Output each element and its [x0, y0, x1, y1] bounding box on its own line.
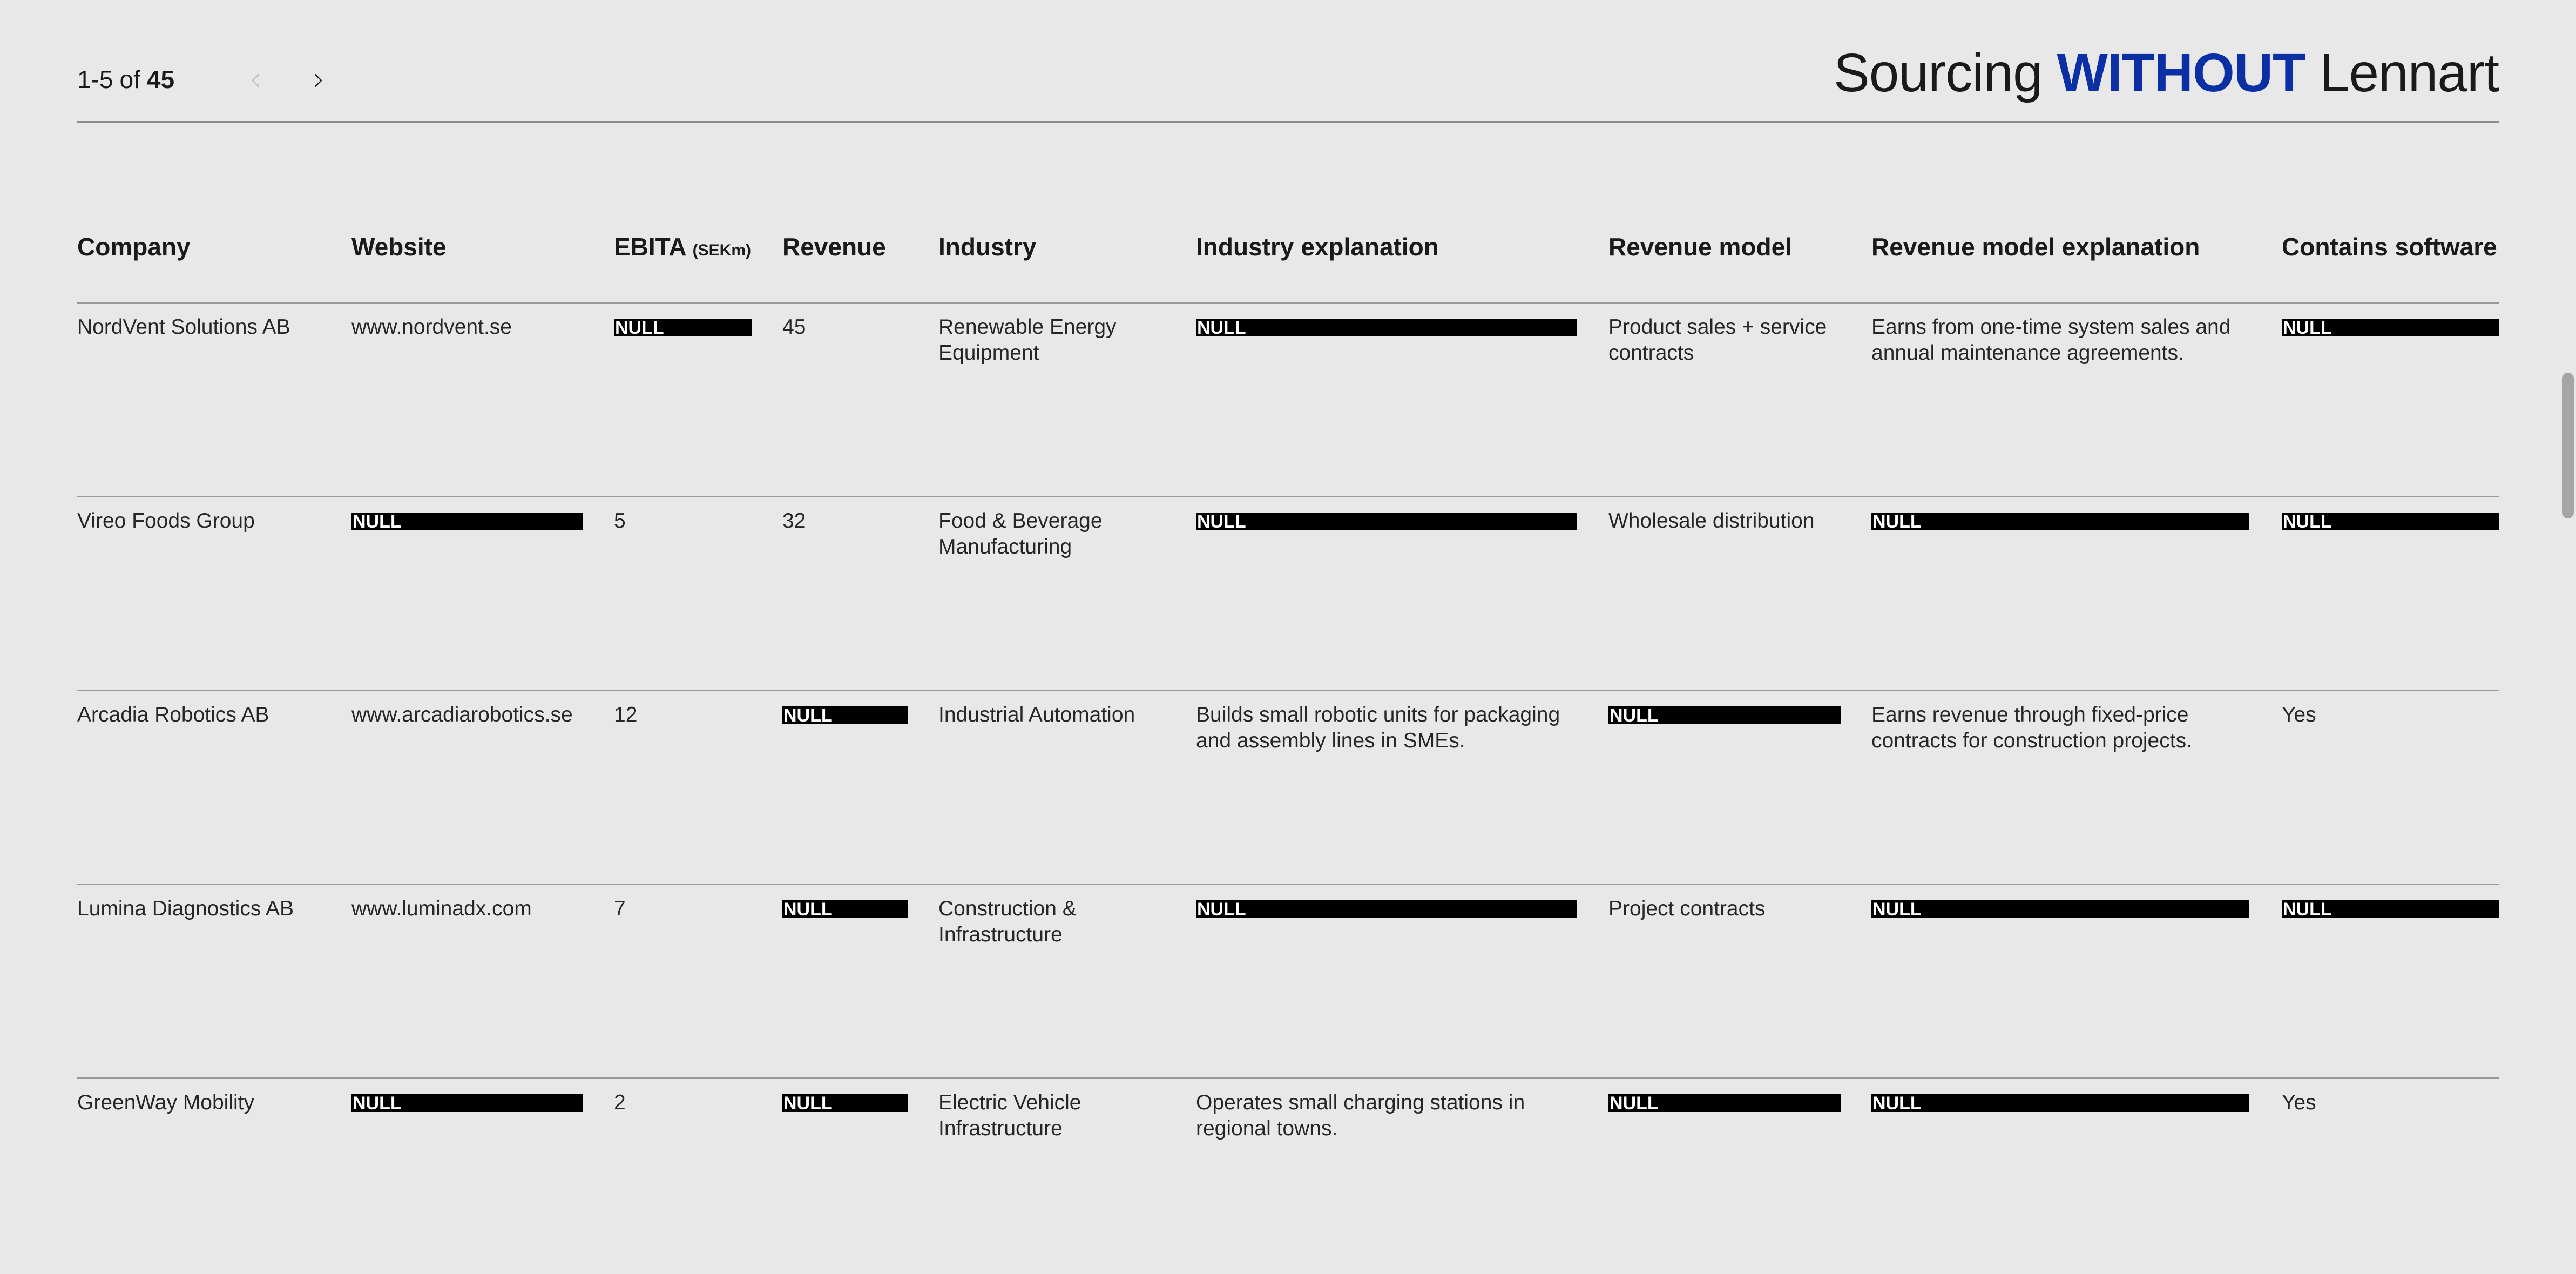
- column-header-contains-software[interactable]: [2282, 232, 2497, 261]
- table-row[interactable]: [0, 302, 2576, 496]
- column-header-label: EBITA: [614, 233, 686, 261]
- column-header-label: Contains software: [2282, 233, 2497, 261]
- brand-highlight: WITHOUT: [2057, 43, 2305, 103]
- cell-revenue-model-explanation: Earns from one-time system sales and annual maintenance agreements.: [1871, 315, 2231, 365]
- column-header-revenue-model[interactable]: [1608, 232, 1792, 261]
- cell-company: NordVent Solutions AB: [77, 315, 290, 339]
- cell-revenue-model: Project contracts: [1608, 897, 1766, 920]
- column-header-website[interactable]: [351, 232, 447, 261]
- column-header-label: Revenue: [782, 233, 886, 261]
- column-header-revenue-model-explanation[interactable]: [1871, 232, 2200, 261]
- chevron-right-icon: [308, 71, 327, 90]
- null-value-revenue-model-explanation: NULL: [1871, 1094, 2249, 1112]
- cell-revenue-model: Product sales + service contracts: [1608, 315, 1827, 365]
- null-value-industry-explanation: NULL: [1196, 513, 1577, 530]
- null-value-revenue: NULL: [782, 900, 908, 918]
- column-header-unit: (SEKm): [692, 241, 752, 259]
- cell-revenue: 45: [782, 315, 806, 339]
- column-header-industry[interactable]: [938, 232, 1036, 261]
- pagination-status: [77, 65, 174, 94]
- cell-industry-explanation: Operates small charging stations in regional towns.: [1196, 1091, 1525, 1140]
- top-bar: [77, 0, 2499, 123]
- cell-company: GreenWay Mobility: [77, 1091, 254, 1114]
- cell-industry: Industrial Automation: [938, 703, 1135, 726]
- table-row[interactable]: [0, 884, 2576, 1077]
- null-value-revenue-model: NULL: [1608, 1094, 1841, 1112]
- cell-contains-software: Yes: [2282, 1091, 2316, 1114]
- null-value-ebita: NULL: [614, 319, 752, 336]
- cell-website: www.arcadiarobotics.se: [351, 703, 573, 726]
- null-value-contains-software: NULL: [2282, 513, 2499, 530]
- column-header-industry-explanation[interactable]: [1196, 232, 1439, 261]
- null-value-industry-explanation: NULL: [1196, 900, 1577, 918]
- cell-ebita: 7: [614, 897, 626, 920]
- null-value-website: NULL: [351, 513, 583, 530]
- pagination-range: 1-5: [77, 65, 113, 93]
- cell-industry: Renewable Energy Equipment: [938, 315, 1117, 365]
- null-value-website: NULL: [351, 1094, 583, 1112]
- brand-part-1: Sourcing: [1834, 43, 2057, 103]
- table-row[interactable]: [0, 496, 2576, 690]
- null-value-revenue: NULL: [782, 1094, 908, 1112]
- cell-industry-explanation: Builds small robotic units for packaging and assembly lines in SMEs.: [1196, 703, 1560, 752]
- column-header-label: Revenue model: [1608, 233, 1792, 261]
- scrollbar-thumb[interactable]: [2562, 373, 2574, 518]
- null-value-revenue-model-explanation: NULL: [1871, 900, 2249, 918]
- null-value-contains-software: NULL: [2282, 319, 2499, 336]
- column-header-label: Website: [351, 233, 447, 261]
- cell-ebita: 2: [614, 1091, 626, 1114]
- null-value-revenue-model: NULL: [1608, 706, 1841, 724]
- cell-website: www.luminadx.com: [351, 897, 532, 920]
- cell-revenue: 32: [782, 509, 806, 532]
- column-header-company[interactable]: [77, 232, 191, 261]
- table-row[interactable]: [0, 690, 2576, 884]
- cell-industry: Food & Beverage Manufacturing: [938, 509, 1103, 558]
- null-value-revenue-model-explanation: NULL: [1871, 513, 2249, 530]
- cell-revenue-model-explanation: Earns revenue through fixed-price contracts for construction projects.: [1871, 703, 2192, 752]
- column-header-revenue[interactable]: [782, 232, 886, 261]
- cell-company: Vireo Foods Group: [77, 509, 255, 532]
- column-header-label: Industry explanation: [1196, 233, 1439, 261]
- table-row[interactable]: [0, 1078, 2576, 1271]
- column-header-label: Industry: [938, 233, 1037, 261]
- cell-website: www.nordvent.se: [351, 315, 512, 339]
- cell-company: Arcadia Robotics AB: [77, 703, 269, 726]
- vertical-scrollbar[interactable]: [2560, 0, 2576, 1274]
- column-header-label: Company: [77, 233, 191, 261]
- column-header-ebita[interactable]: [614, 232, 751, 261]
- pagination-of: of: [119, 65, 140, 93]
- null-value-industry-explanation: NULL: [1196, 319, 1577, 336]
- previous-page-button[interactable]: [243, 67, 270, 94]
- cell-revenue-model: Wholesale distribution: [1608, 509, 1815, 532]
- pagination-total: 45: [146, 65, 175, 93]
- null-value-contains-software: NULL: [2282, 900, 2499, 918]
- cell-industry: Electric Vehicle Infrastructure: [938, 1091, 1081, 1140]
- column-header-label: Revenue model explanation: [1871, 233, 2200, 261]
- brand-title: [1834, 42, 2499, 104]
- next-page-button[interactable]: [304, 67, 331, 94]
- cell-industry: Construction & Infrastructure: [938, 897, 1077, 946]
- cell-contains-software: Yes: [2282, 703, 2316, 726]
- cell-ebita: 12: [614, 703, 638, 726]
- brand-part-2: Lennart: [2305, 43, 2499, 103]
- chevron-left-icon: [247, 71, 266, 90]
- null-value-revenue: NULL: [782, 706, 908, 724]
- cell-ebita: 5: [614, 509, 626, 532]
- cell-company: Lumina Diagnostics AB: [77, 897, 294, 920]
